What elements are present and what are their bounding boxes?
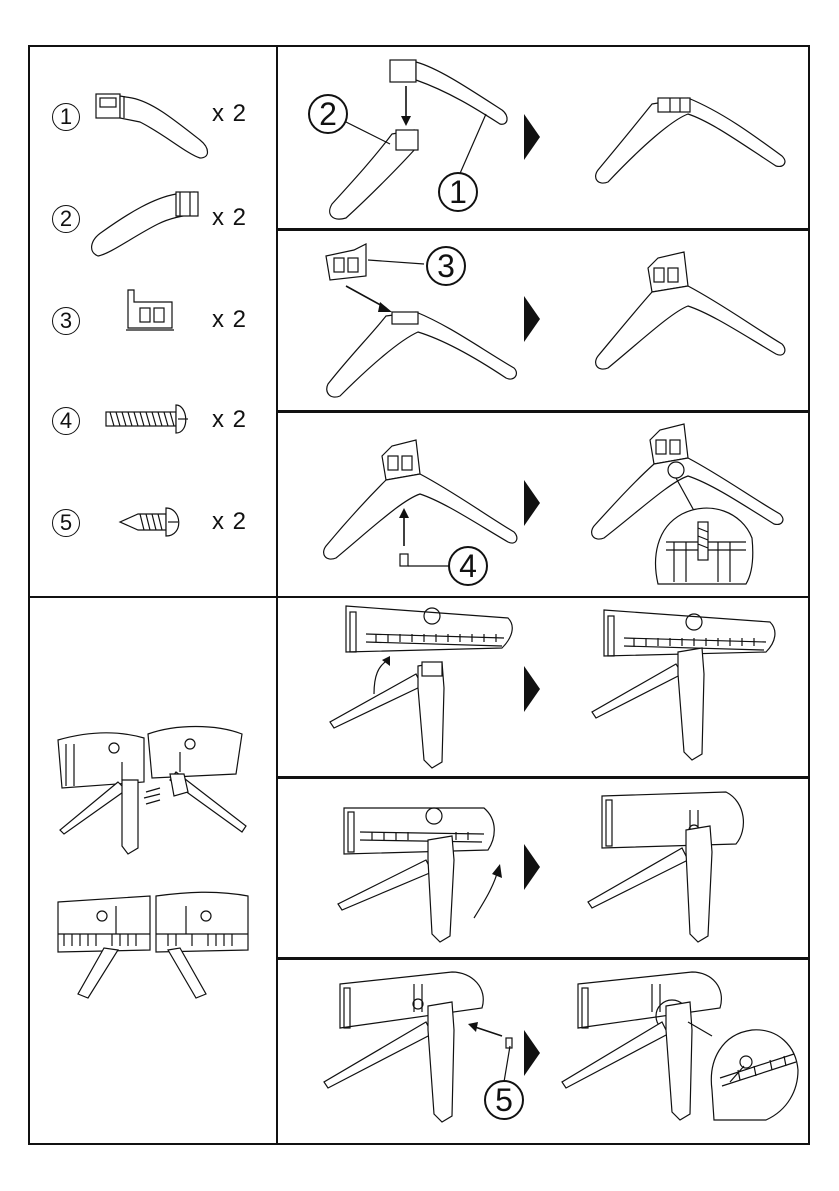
step-2-callout-3: 3 [426,246,466,286]
tv-stand-placement-illustration-bottom [56,890,256,1005]
part-3-number: 3 [52,307,80,335]
part-1-quantity: x 2 [212,100,248,127]
step-4-before-illustration [326,604,526,774]
part-3-quantity: x 2 [212,306,248,333]
step-1-after-illustration [592,90,792,190]
part-5-quantity: x 2 [212,508,248,535]
bracket-icon [122,288,182,338]
step-2-before-illustration [320,240,520,406]
step-3-after-illustration [586,418,796,588]
callout-line-5 [500,1044,520,1084]
step-arrow-icon [522,1028,542,1078]
step-2-after-illustration [592,246,792,376]
part-4-number: 4 [52,407,80,435]
callout-line-2 [340,118,400,148]
leg-left-icon [86,188,206,268]
step-3-callout-4: 4 [448,546,488,586]
part-5-number: 5 [52,509,80,537]
machine-screw-icon [104,403,194,437]
step-6-callout-5: 5 [484,1080,524,1120]
tv-stand-placement-illustration-top [56,722,256,862]
part-1-number: 1 [52,103,80,131]
orientation-panel [28,596,278,1145]
step-5-before-illustration [334,790,504,950]
step-arrow-icon [522,112,542,162]
step-arrow-icon [522,664,542,714]
step-arrow-icon [522,842,542,892]
step-5-after-illustration [586,786,756,956]
part-2-number: 2 [52,205,80,233]
step-1-callout-2: 2 [308,94,348,134]
step-6-after-illustration [562,970,802,1140]
step-arrow-icon [522,294,542,344]
step-1-callout-1: 1 [438,172,478,212]
part-4-quantity: x 2 [212,406,248,433]
tapping-screw-icon [118,505,188,539]
leg-right-icon [92,88,212,168]
step-4-after-illustration [590,608,790,768]
part-2-quantity: x 2 [212,204,248,231]
step-arrow-icon [522,478,542,528]
step-3-before-illustration [316,434,526,570]
